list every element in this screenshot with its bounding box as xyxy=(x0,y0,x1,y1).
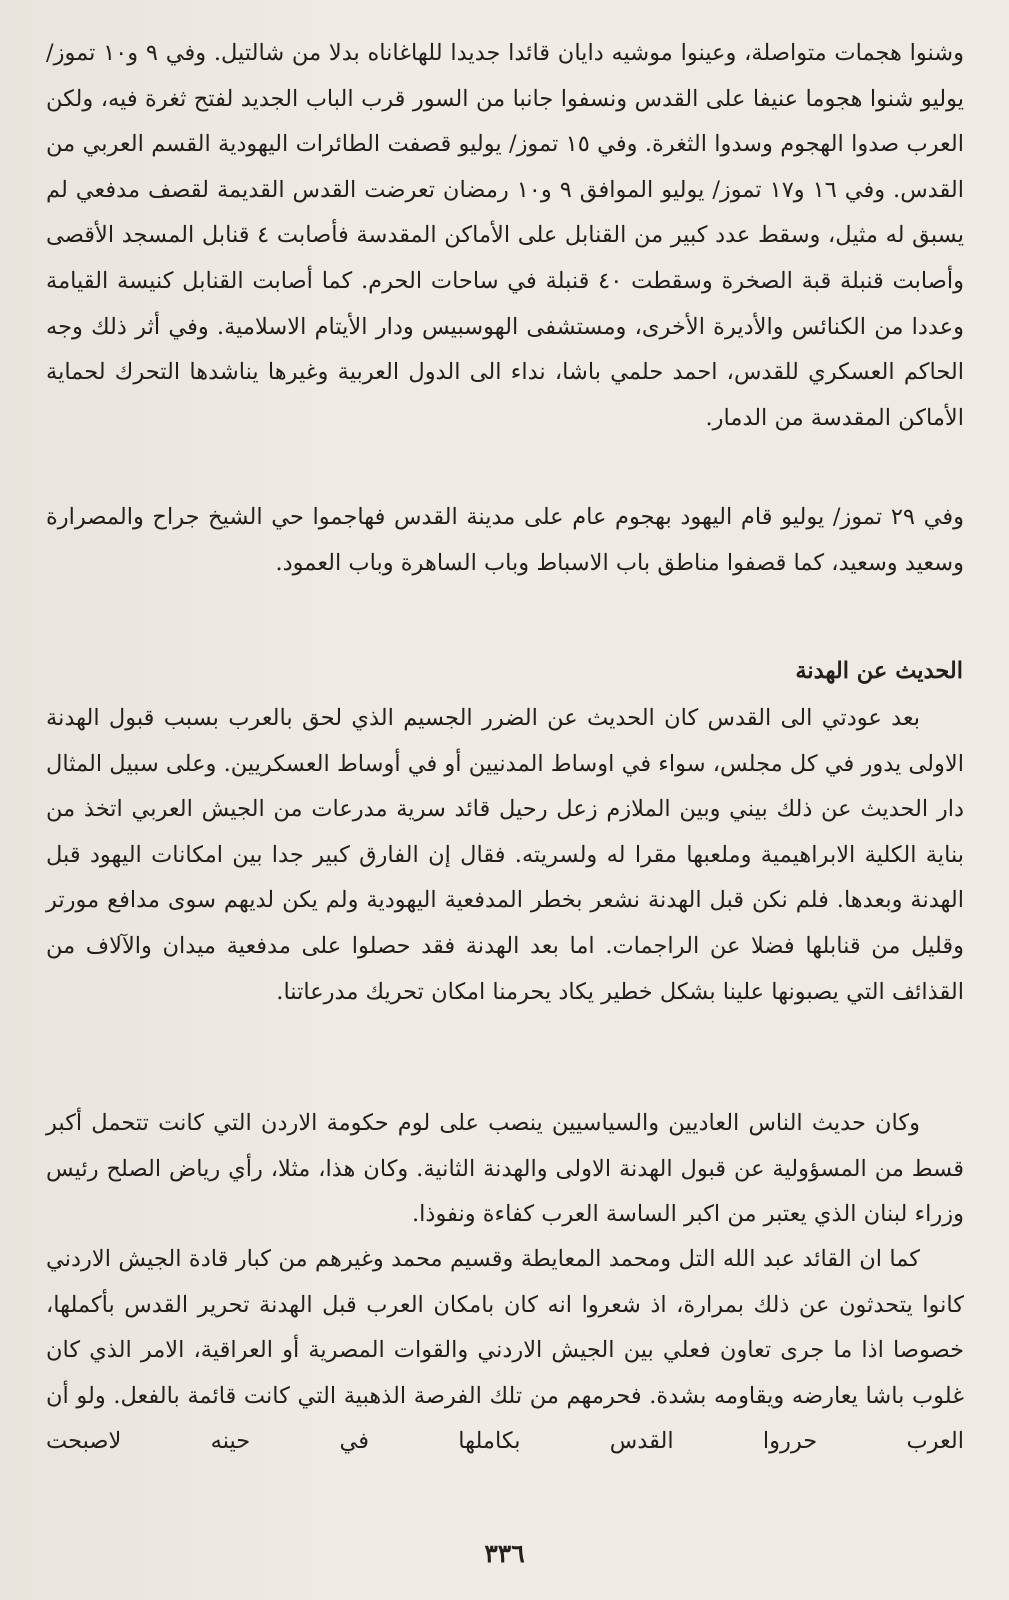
section-heading: الحديث عن الهدنة xyxy=(795,658,963,684)
paragraph: وشنوا هجمات متواصلة، وعينوا موشيه دايان قائدا جديدا للهاغاناه بدلا من شالتيل. وفي ٩ و١٠ تموز/ يوليو شنوا هجوما عنيفا على القدس ونسفوا جانبا من السور قرب الباب الجديد لفتح ثغرة فيه، ولكن العرب صدوا الهجوم وسدوا الثغرة. وفي ١٥ تموز/ يوليو قصفت الطائرات اليهودية القسم العربي من القدس. وفي ١٦ و١٧ تموز/ يوليو الموافق ٩ و١٠ رمضان تعرضت القدس القديمة لقصف مدفعي لم يسبق له مثيل، وسقط عدد كبير من القنابل على الأماكن المقدسة فأصابت ٤ قنابل المسجد الأقصى وأصابت قنبلة قبة الصخرة وسقطت ٤٠ قنبلة في ساحات الحرم. كما أصابت القنابل كنيسة القيامة وعددا من الكنائس والأديرة الأخرى، ومستشفى الهوسبيس ودار الأيتام الاسلامية. وفي أثر ذلك وجه الحاكم العسكري للقدس، احمد حلمي باشا، نداء الى الدول العربية وغيرها يناشدها التحرك لحماية الأماكن المقدسة من الدمار. xyxy=(46,40,965,431)
paragraph-block-1 xyxy=(46,31,964,441)
paragraph-block-4 xyxy=(46,1101,964,1238)
page-number: ٣٣٦ xyxy=(484,1539,525,1568)
paragraph: كما ان القائد عبد الله التل ومحمد المعايطة وقسيم محمد وغيرهم من كبار قادة الجيش الاردني كانوا يتحدثون عن ذلك بمرارة، اذ شعروا انه كان بامكان العرب قبل الهدنة تحرير القدس بأكملها، خصوصا اذا ما جرى تعاون فعلي بين الجيش الاردني والقوات المصرية أو العراقية، الامر الذي كان غلوب باشا يعارضه ويقاومه بشدة. فحرمهم من تلك الفرصة الذهبية التي كانت قائمة بالفعل. ولو أن العرب حرروا القدس بكاملها في حينه لاصبحت xyxy=(46,1246,964,1455)
paragraph: بعد عودتي الى القدس كان الحديث عن الضرر الجسيم الذي لحق بالعرب بسبب قبول الهدنة الاولى يدور في كل مجلس، سواء في اوساط المدنيين أو في أوساط العسكريين. وعلى سبيل المثال دار الحديث عن ذلك بيني وبين الملازم زعل رحيل قائد سرية مدرعات من الجيش العربي اتخذ من بناية الكلية الابراهيمية وملعبها مقرا له ولسريته. فقال إن الفارق كبير جدا بين امكانات اليهود قبل الهدنة وبعدها. فلم نكن قبل الهدنة نشعر بخطر المدفعية اليهودية ولم يكن لديهم سوى مدافع مورتر وقليل من قنابلها فضلا عن الراجمات. اما بعد الهدنة فقد حصلوا على مدفعية ميدان والآلاف من القذائف التي يصبونها علينا بشكل خطير يكاد يحرمنا امكان تحريك مدرعاتنا. xyxy=(46,705,964,1005)
paragraph: وفي ٢٩ تموز/ يوليو قام اليهود بهجوم عام على مدينة القدس فهاجموا حي الشيخ جراح والمصرارة وسعيد وسعيد، كما قصفوا مناطق باب الاسباط وباب الساهرة وباب العمود. xyxy=(46,504,964,576)
paragraph-block-3 xyxy=(46,696,964,1015)
paragraph-block-5 xyxy=(46,1237,964,1465)
paragraph: وكان حديث الناس العاديين والسياسيين ينصب على لوم حكومة الاردن التي كانت تتحمل أكبر قسط من المسؤولية عن قبول الهدنة الاولى والهدنة الثانية. وكان هذا، مثلا، رأي رياض الصلح رئيس وزراء لبنان الذي يعتبر من اكبر الساسة العرب كفاءة ونفوذا. xyxy=(46,1110,964,1228)
paragraph-block-2 xyxy=(46,495,964,586)
